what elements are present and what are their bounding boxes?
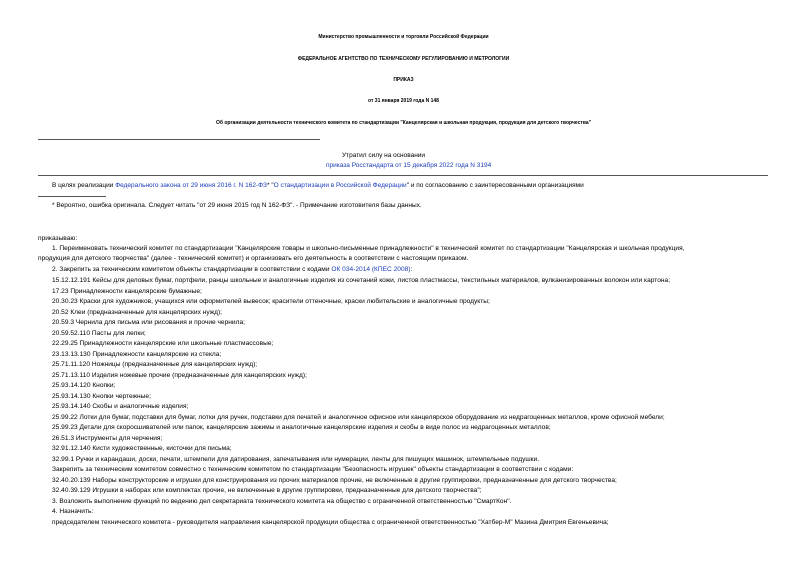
paragraph-toys: Закрепить за техническим комитетом совместно с техническим комитетом по стандартизации "Безопасность игрушек" объекты стандартизации в соответствии с кодами: [52, 466, 574, 473]
list-item: 32.40.39.129 Игрушки в наборах или комплектах прочие, не включенные в другие группировки, предназначенные для детского творчества"; [52, 487, 482, 494]
doc-type: ПРИКАЗ [393, 77, 414, 83]
paragraph-2-prefix: 2. Закрепить за техническим комитетом объекты стандартизации в соответствии с кодами [52, 266, 332, 273]
paragraph-2 [52, 266, 412, 273]
preamble-suffix: " и по согласованию с заинтересованными организациями [406, 182, 584, 189]
list-item: 15.12.12.191 Кейсы для деловых бумаг, портфели, ранцы школьные и аналогичные изделия из сочетаний кожи, листов пластмассы, текстильных материалов, вулканизированных волокон или картона; [52, 277, 671, 284]
preamble-prefix: В целях реализации [52, 182, 116, 189]
list-item: 25.71.11.120 Ножницы (предназначенные для канцелярских нужд); [52, 361, 258, 368]
divider [38, 139, 320, 140]
footnote-divider [38, 196, 106, 197]
standardization-law-link[interactable]: О стандартизации в Российской Федерации [273, 182, 407, 189]
preamble-quote: " [269, 182, 274, 189]
paragraph-1-cont: продукция для детского творчества" (далее - технический комитет) и организовать его деятельность в соответствии с настоящим приказом. [38, 255, 469, 262]
list-item: 25.93.14.130 Кнопки чертежные; [52, 393, 151, 400]
agency-name: ФЕДЕРАЛЬНОЕ АГЕНТСТВО ПО ТЕХНИЧЕСКОМУ РЕГУЛИРОВАНИЮ И МЕТРОЛОГИИ [297, 56, 510, 62]
divider [38, 175, 768, 176]
footnote: * Вероятно, ошибка оригинала. Следует читать "от 29 июня 2015 год N 162-ФЗ". - Примечание изготовителя базы данных. [52, 202, 422, 209]
list-item: 32.40.20.139 Наборы конструкторские и игрушки для конструирования из прочих материалов прочие, не включенные в другие группировки, предназначенные для детского творчества; [52, 477, 617, 484]
list-item: 32.91.12.140 Кисти художественные, кисточки для письма; [52, 445, 232, 452]
okpd-link[interactable]: ОК 034-2014 (КПЕС 2008) [331, 266, 411, 273]
list-item: 25.93.14.120 Кнопки; [52, 382, 116, 389]
list-item: 25.99.22 Лотки для бумаг, подставки для бумаг, лотки для ручек, подставки для печатей и аналогичное офисное или канцелярское оборудование из недрагоценных металлов, кроме офисной мебели; [52, 414, 665, 421]
list-item: 20.59.3 Чернила для письма или рисования и прочие чернила; [52, 319, 245, 326]
status-text: Утратил силу на основании [342, 152, 426, 159]
list-item: 26.51.3 Инструменты для черчения; [52, 435, 163, 442]
doc-title: Об организации деятельности технического комитета по стандартизации "Канцелярская и школьная продукция, продукция для детского творчества" [215, 120, 591, 126]
federal-law-link[interactable]: Федерального закона от 29 июня 2016 г. N 162-ФЗ [115, 182, 267, 189]
order-word: приказываю: [38, 235, 78, 242]
list-item: 22.29.25 Принадлежности канцелярские или школьные пластмассовые; [52, 340, 274, 347]
preamble [52, 182, 584, 189]
paragraph-4: 4. Назначить: [52, 508, 94, 515]
paragraph-3: 3. Возложить выполнение функций по ведению дел секретариата технического комитета на общество с ограниченной ответственностью "СмартКон". [52, 498, 512, 505]
paragraph-2-suffix: : [410, 266, 413, 273]
list-item: 20.30.23 Краски для художников, учащихся или оформителей вывесок; красители оттеночные, краски любительские и аналогичные продукты; [52, 298, 490, 305]
repeal-order-link[interactable]: приказа Росстандарта от 15 декабря 2022 года N 3194 [326, 162, 492, 169]
paragraph-4-chair: председателем технического комитета - руководителя направления канцелярской продукции общества с ограниченной ответственностью "Хатбер-М" Мазина Дмитрия Евгеньевича; [52, 519, 609, 526]
list-item: 17.23 Принадлежности канцелярские бумажные; [52, 288, 202, 295]
list-item: 20.59.52.110 Пасты для лепки; [52, 330, 146, 337]
list-item: 25.71.13.110 Изделия ножевые прочие (предназначенные для канцелярских нужд); [52, 372, 307, 379]
list-item: 32.99.1 Ручки и карандаши, доски, печати, штемпели для датирования, запечатывания или нумерации, ленты для пишущих машинок, штемпельные подушки. [52, 456, 540, 463]
footnote-marker: * [267, 182, 270, 189]
ministry-name: Министерство промышленности и торговли Российской Федерации [318, 34, 489, 40]
paragraph-1: 1. Переименовать технический комитет по стандартизации "Канцелярские товары и школьно-письменные принадлежности" в технический комитет по стандартизации "Канцелярская и школьная продукция, [52, 245, 685, 252]
list-item: 20.52 Клеи (предназначенные для канцелярских нужд); [52, 309, 223, 316]
doc-date-number: от 31 января 2019 года N 148 [368, 98, 439, 104]
list-item: 23.13.13.130 Принадлежности канцелярские из стекла; [52, 351, 222, 358]
list-item: 25.99.23 Детали для скоросшивателей или папок, канцелярские зажимы и аналогичные канцелярские изделия и скобы в виде полос из недрагоценных металлов; [52, 424, 551, 431]
list-item: 25.93.14.140 Скобы и аналогичные изделия; [52, 403, 189, 410]
